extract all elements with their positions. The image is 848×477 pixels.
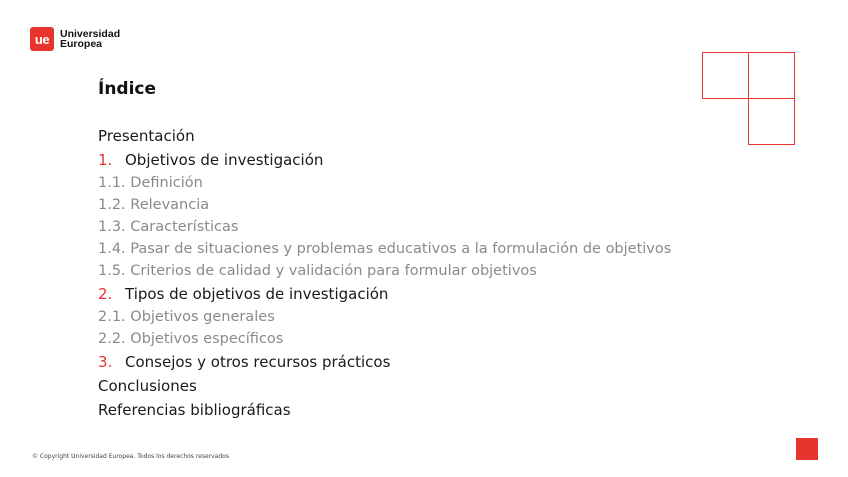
corner-accent-square [796,438,818,460]
page-title: Índice [98,79,157,99]
toc-subitem-2-2: 2.2. Objetivos específicos [98,331,284,347]
decorative-square [748,98,795,145]
toc-item-referencias: Referencias bibliográficas [98,401,291,419]
section-label: Objetivos de investigación [125,151,324,169]
toc-section-1 [98,148,671,172]
toc-subitem-1-5: 1.5. Criterios de calidad y validación para formular objetivos [98,263,537,279]
toc-item-presentacion: Presentación [98,127,195,145]
section-number: 1. [98,151,113,169]
toc-item-conclusiones: Conclusiones [98,377,197,395]
section-label: Tipos de objetivos de investigación [125,285,389,303]
logo-mark: ue [30,27,54,51]
table-of-contents [98,124,671,422]
logo-line-2: Europea [60,38,103,50]
section-label: Consejos y otros recursos prácticos [125,353,391,371]
decorative-square [748,52,795,99]
logo-line-1: Universidad [60,28,121,40]
university-logo [30,27,120,51]
toc-subitem-2-1: 2.1. Objetivos generales [98,309,275,325]
logo-wordmark [60,29,120,49]
decorative-square [702,52,749,99]
toc-subitem-1-1: 1.1. Definición [98,175,203,191]
section-number: 3. [98,353,113,371]
toc-subitem-1-2: 1.2. Relevancia [98,197,210,213]
toc-subitem-1-3: 1.3. Características [98,219,239,235]
toc-subitem-1-4: 1.4. Pasar de situaciones y problemas educativos a la formulación de objetivos [98,241,672,257]
section-number: 2. [98,285,113,303]
toc-section-2 [98,282,671,306]
toc-section-3 [98,350,671,374]
copyright-notice: © Copyright Universidad Europea. Todos los derechos reservados [32,453,229,460]
